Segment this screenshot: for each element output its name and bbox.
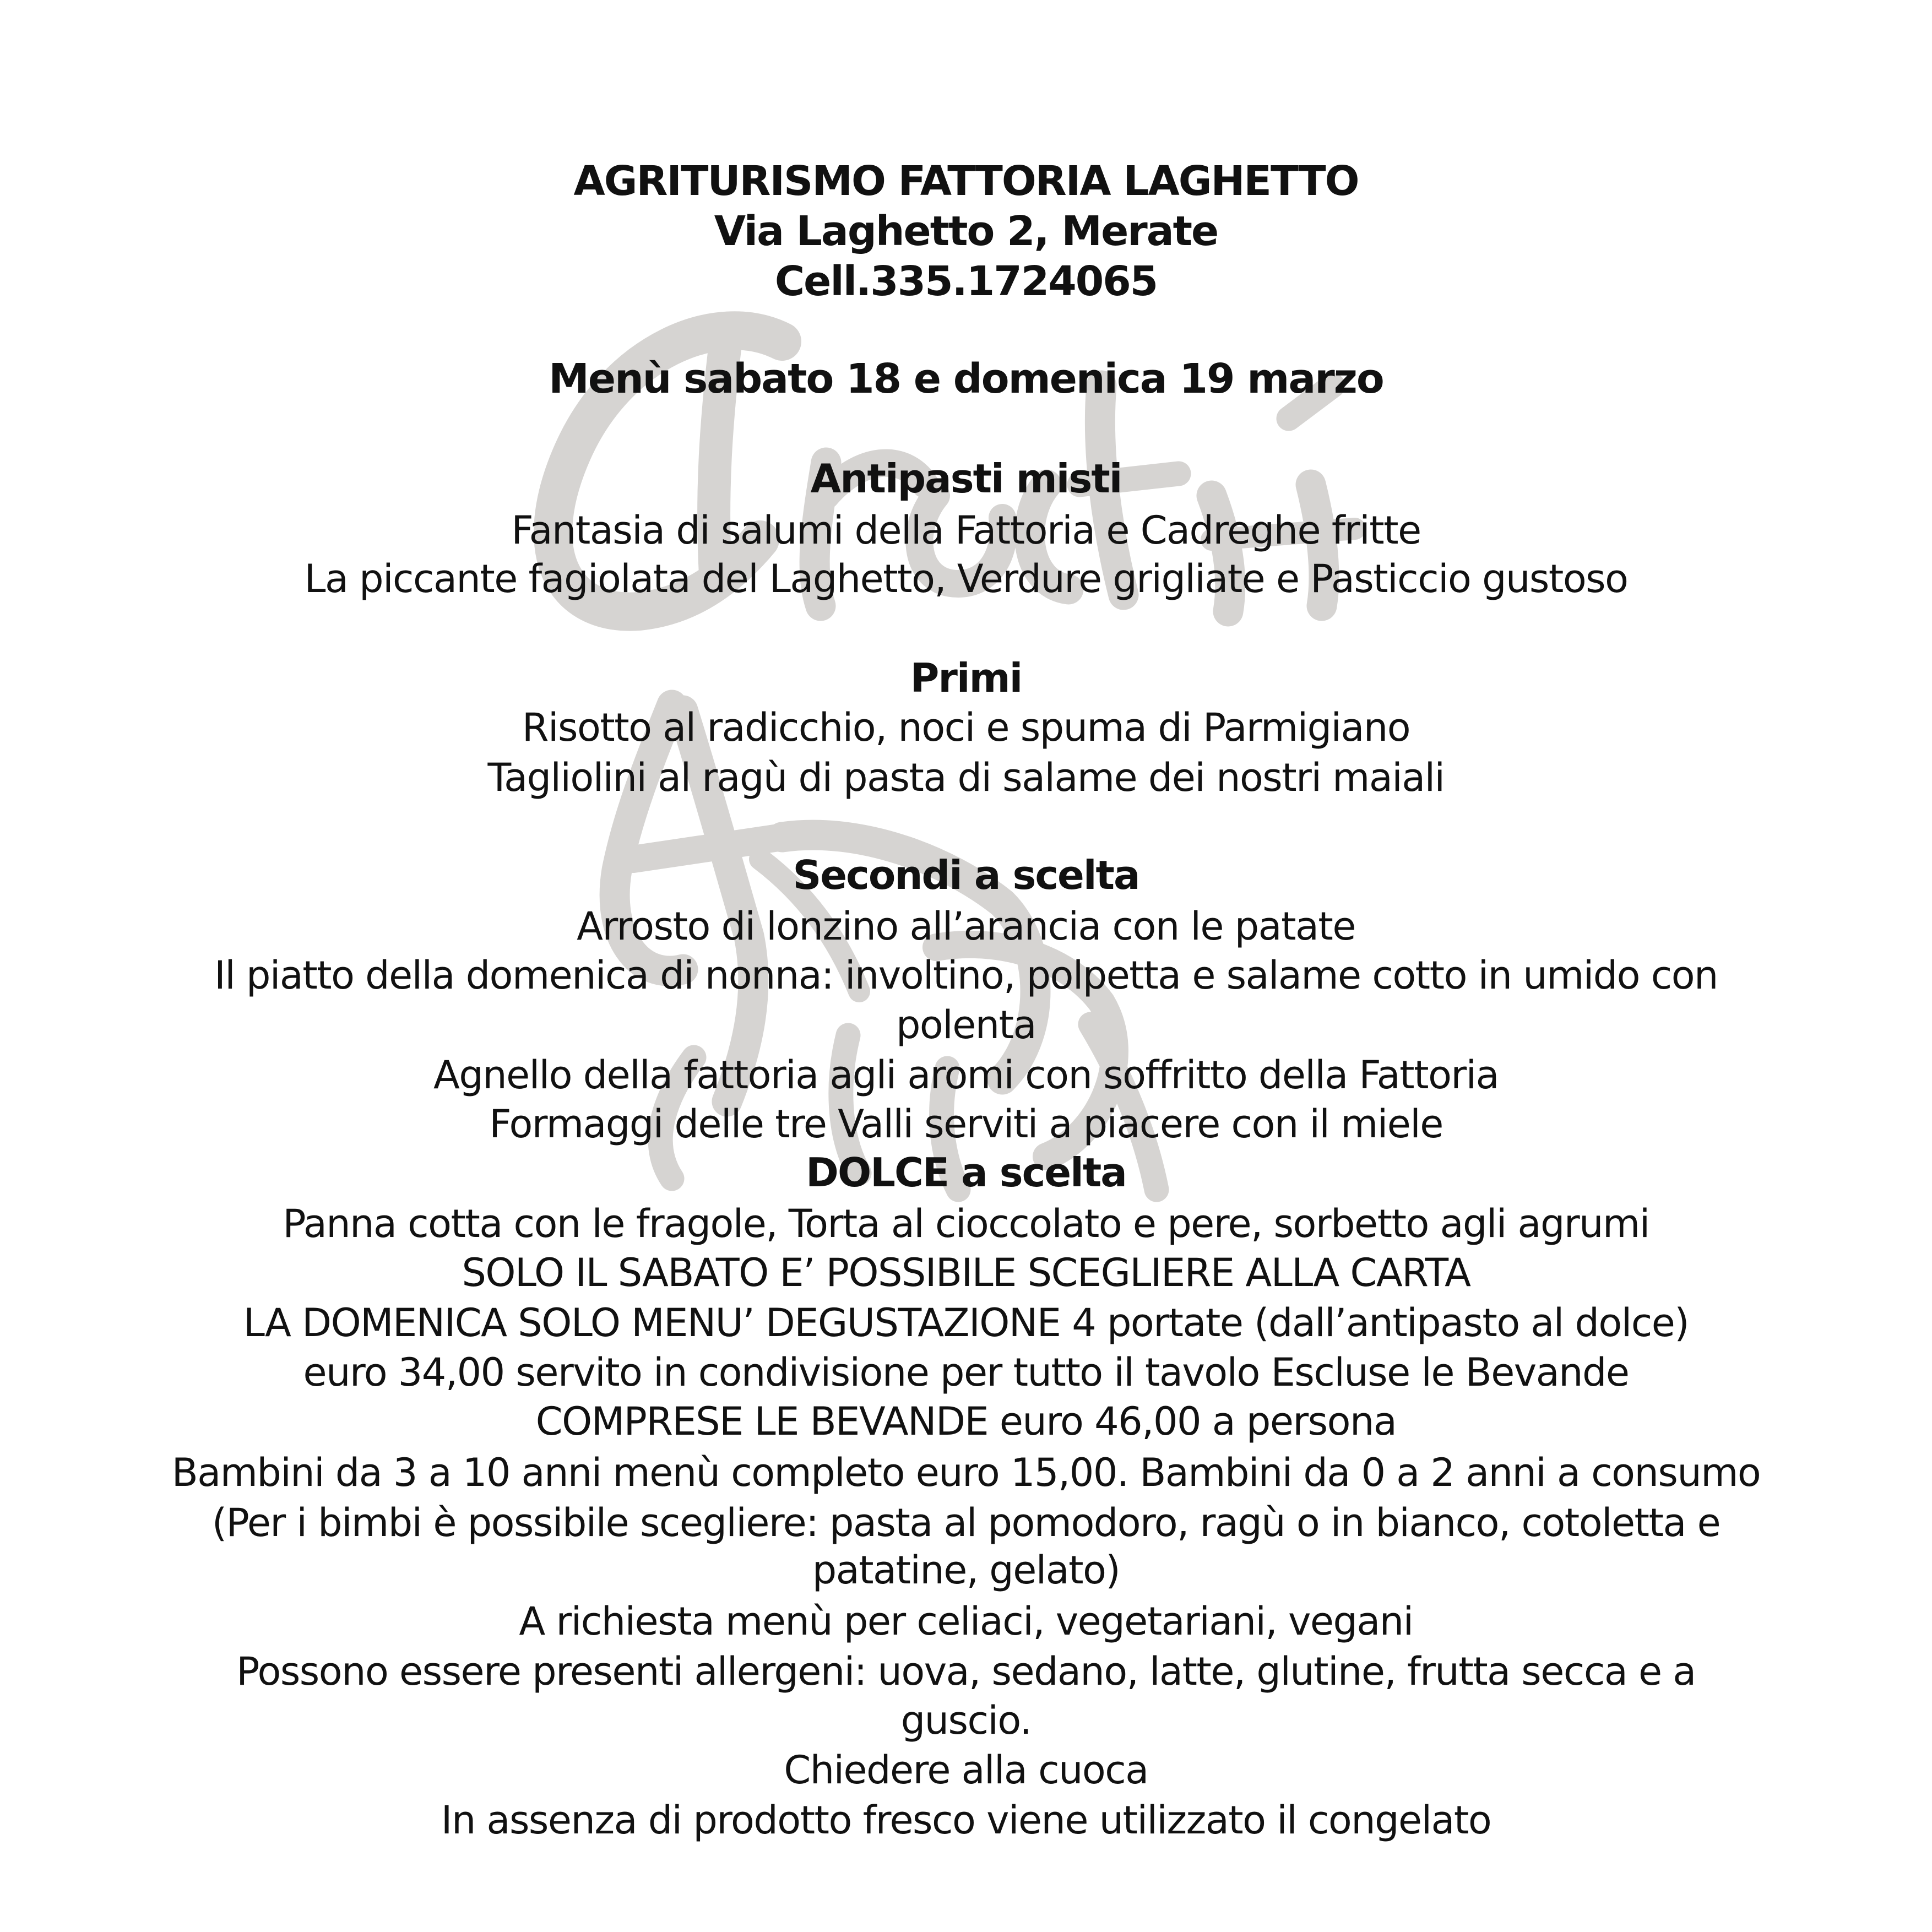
business-address: Via Laghetto 2, Merate xyxy=(714,208,1218,255)
note-line: LA DOMENICA SOLO MENU’ DEGUSTAZIONE 4 portate (dall’antipasto al dolce) xyxy=(243,1300,1689,1345)
menu-title: Menù sabato 18 e domenica 19 marzo xyxy=(549,355,1383,403)
menu-item: Formaggi delle tre Valli serviti a piacere con il miele xyxy=(489,1101,1443,1147)
note-line: In assenza di prodotto fresco viene utilizzato il congelato xyxy=(441,1798,1491,1843)
menu-item: La piccante fagiolata del Laghetto, Verdure grigliate e Pasticcio gustoso xyxy=(304,556,1628,601)
menu-item: Tagliolini al ragù di pasta di salame dei nostri maiali xyxy=(487,755,1445,800)
note-line: guscio. xyxy=(900,1698,1032,1743)
menu-item: Panna cotta con le fragole, Torta al cioccolato e pere, sorbetto agli agrumi xyxy=(283,1201,1649,1246)
menu-item: Agnello della fattoria agli aromi con soffritto della Fattoria xyxy=(433,1052,1499,1098)
business-name: AGRITURISMO FATTORIA LAGHETTO xyxy=(573,158,1359,205)
note-line: Chiedere alla cuoca xyxy=(784,1748,1148,1793)
note-line: A richiesta menù per celiaci, vegetariani, vegani xyxy=(519,1599,1413,1644)
note-line: Bambini da 3 a 10 anni menù completo euro 15,00. Bambini da 0 a 2 anni a consumo xyxy=(171,1450,1761,1495)
note-line: euro 34,00 servito in condivisione per tutto il tavolo Escluse le Bevande xyxy=(303,1350,1629,1395)
business-phone: Cell.335.1724065 xyxy=(774,258,1158,305)
note-line: COMPRESE LE BEVANDE euro 46,00 a persona xyxy=(535,1399,1397,1444)
note-line: patatine, gelato) xyxy=(812,1548,1120,1593)
section-title-antipasti: Antipasti misti xyxy=(810,455,1122,502)
menu-item: Risotto al radicchio, noci e spuma di Parmigiano xyxy=(522,705,1410,750)
note-line: Possono essere presenti allergeni: uova, sedano, latte, glutine, frutta secca e a xyxy=(236,1649,1696,1694)
menu-item: polenta xyxy=(896,1002,1036,1048)
note-line: SOLO IL SABATO E’ POSSIBILE SCEGLIERE ALLA CARTA xyxy=(462,1250,1470,1295)
menu-item: Arrosto di lonzino all’arancia con le patate xyxy=(577,904,1355,949)
section-title-dolce: DOLCE a scelta xyxy=(806,1149,1126,1196)
section-title-secondi: Secondi a scelta xyxy=(793,852,1139,898)
menu-item: Il piatto della domenica di nonna: involtino, polpetta e salame cotto in umido con xyxy=(214,953,1718,998)
note-line: (Per i bimbi è possibile scegliere: pasta al pomodoro, ragù o in bianco, cotoletta e xyxy=(211,1500,1721,1545)
section-title-primi: Primi xyxy=(910,655,1022,701)
menu-item: Fantasia di salumi della Fattoria e Cadreghe fritte xyxy=(511,508,1421,553)
